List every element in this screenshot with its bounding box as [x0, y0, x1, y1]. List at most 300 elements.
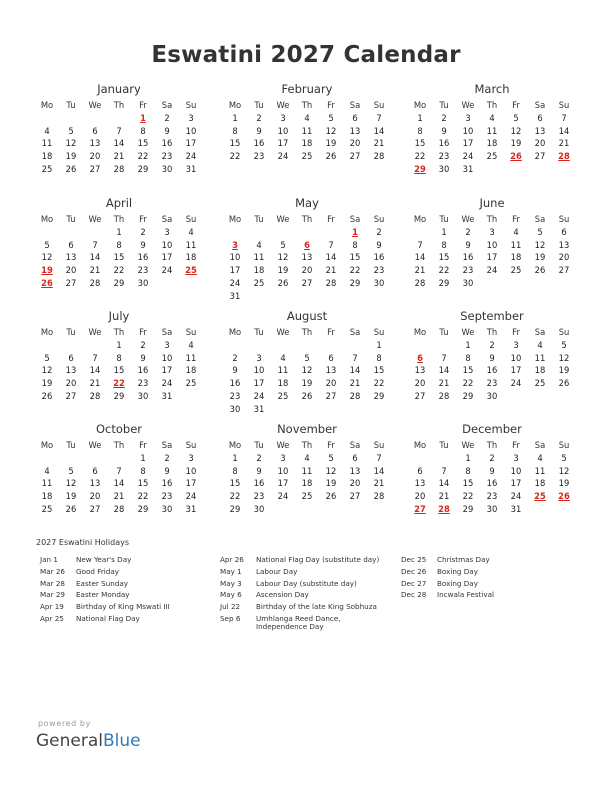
day: 31 [510, 503, 522, 514]
day: 3 [256, 352, 262, 363]
empty-day [35, 112, 59, 125]
day: 17 [277, 138, 289, 149]
day: 18 [185, 252, 197, 263]
day: 6 [352, 452, 358, 463]
holiday-day: 28 [438, 503, 450, 514]
day: 11 [486, 125, 498, 136]
day: 19 [325, 138, 337, 149]
day: 7 [441, 352, 447, 363]
day: 16 [137, 365, 149, 376]
day: 14 [414, 252, 426, 263]
day: 27 [301, 277, 313, 288]
weekday-header: Sa [349, 327, 361, 337]
day: 12 [325, 465, 337, 476]
month-name: October [95, 422, 143, 436]
day: 7 [441, 465, 447, 476]
day: 28 [349, 390, 361, 401]
day: 29 [462, 503, 474, 514]
day: 11 [534, 465, 546, 476]
weekday-header: Th [486, 100, 498, 110]
day: 27 [65, 390, 77, 401]
holiday-day: 22 [113, 378, 125, 389]
day: 28 [414, 277, 426, 288]
empty-day [35, 339, 59, 352]
day: 31 [229, 290, 241, 301]
weekday-header: Th [486, 214, 498, 224]
empty-day [83, 452, 107, 465]
day: 27 [65, 277, 77, 288]
day: 4 [304, 452, 310, 463]
month-name: April [105, 196, 133, 210]
day: 19 [534, 252, 546, 263]
day: 7 [116, 465, 122, 476]
day: 19 [41, 378, 53, 389]
day: 19 [65, 151, 77, 162]
day: 30 [137, 277, 149, 288]
empty-day [83, 226, 107, 239]
holiday-date: Apr 19 [40, 602, 64, 612]
day: 17 [462, 138, 474, 149]
holiday-date: Jul 22 [220, 602, 241, 612]
month-days-grid [223, 99, 391, 163]
day: 30 [229, 403, 241, 414]
day: 1 [116, 339, 122, 350]
month-days-grid [35, 439, 203, 516]
day: 15 [137, 478, 149, 489]
day: 29 [349, 277, 361, 288]
month-name: September [460, 309, 524, 323]
day: 31 [253, 403, 265, 414]
day: 16 [137, 252, 149, 263]
empty-day [35, 226, 59, 239]
month-april [35, 196, 203, 290]
day: 28 [89, 277, 101, 288]
day: 27 [89, 503, 101, 514]
weekday-header: Fr [139, 214, 147, 224]
holiday-date: Dec 26 [401, 566, 427, 576]
day: 13 [558, 239, 570, 250]
holiday-day: 26 [41, 277, 53, 288]
month-name: July [108, 309, 130, 323]
empty-day [59, 339, 83, 352]
month-february [223, 82, 391, 163]
day: 30 [438, 163, 450, 174]
day: 20 [558, 252, 570, 263]
empty-day [408, 339, 432, 352]
day: 29 [113, 277, 125, 288]
empty-day [408, 452, 432, 465]
day: 7 [376, 452, 382, 463]
holiday-column [40, 556, 190, 627]
day: 4 [256, 239, 262, 250]
day: 23 [486, 378, 498, 389]
day: 14 [438, 478, 450, 489]
day: 23 [438, 151, 450, 162]
month-july [35, 309, 203, 403]
day: 25 [185, 378, 197, 389]
empty-day [295, 226, 319, 239]
day: 30 [161, 503, 173, 514]
day: 12 [325, 125, 337, 136]
day: 21 [438, 378, 450, 389]
weekday-header: Fr [327, 214, 335, 224]
day: 29 [373, 390, 385, 401]
holiday-date: Dec 27 [401, 578, 427, 588]
weekday-header: Mo [40, 100, 54, 110]
day: 22 [438, 265, 450, 276]
holiday-name: New Year's Day [76, 555, 132, 564]
day: 22 [229, 491, 241, 502]
day: 12 [558, 465, 570, 476]
day: 22 [349, 265, 361, 276]
holiday-row [40, 568, 190, 576]
day: 6 [561, 226, 567, 237]
holiday-date: Dec 28 [401, 590, 427, 600]
day: 9 [164, 465, 170, 476]
weekday-header: Tu [254, 100, 264, 110]
day: 11 [185, 352, 197, 363]
day: 31 [185, 503, 197, 514]
day: 18 [253, 265, 265, 276]
weekday-header: Su [373, 100, 385, 110]
day: 31 [462, 163, 474, 174]
day: 3 [489, 226, 495, 237]
holiday-date: Mar 26 [40, 566, 65, 576]
day: 11 [301, 465, 313, 476]
weekday-header: Tu [439, 214, 449, 224]
holiday-day: 3 [232, 239, 238, 250]
day: 14 [373, 465, 385, 476]
day: 5 [561, 452, 567, 463]
day: 2 [232, 352, 238, 363]
holiday-day: 29 [414, 163, 426, 174]
day: 29 [137, 163, 149, 174]
day: 15 [438, 252, 450, 263]
empty-day [432, 339, 456, 352]
day: 8 [116, 239, 122, 250]
day: 25 [486, 151, 498, 162]
day: 10 [229, 252, 241, 263]
day: 26 [65, 163, 77, 174]
day: 25 [301, 151, 313, 162]
day: 20 [89, 491, 101, 502]
holiday-day: 1 [140, 112, 146, 123]
empty-day [271, 339, 295, 352]
holiday-date: Jan 1 [40, 555, 58, 564]
day: 21 [558, 138, 570, 149]
day: 17 [486, 252, 498, 263]
day: 21 [325, 265, 337, 276]
day: 3 [513, 339, 519, 350]
day: 10 [510, 352, 522, 363]
weekday-header: Th [301, 214, 313, 224]
day: 9 [140, 352, 146, 363]
day: 22 [462, 491, 474, 502]
day: 16 [373, 252, 385, 263]
weekday-header: Sa [349, 100, 361, 110]
holiday-row [40, 580, 190, 588]
day: 23 [137, 378, 149, 389]
day: 6 [68, 239, 74, 250]
day: 24 [185, 151, 197, 162]
weekday-header: We [461, 214, 475, 224]
day: 8 [465, 352, 471, 363]
day: 10 [161, 239, 173, 250]
day: 18 [185, 365, 197, 376]
day: 24 [277, 151, 289, 162]
weekday-header: Fr [139, 440, 147, 450]
day: 3 [164, 339, 170, 350]
day: 18 [534, 365, 546, 376]
weekday-header: Su [185, 327, 197, 337]
day: 16 [253, 478, 265, 489]
month-name: January [97, 82, 141, 96]
weekday-header: We [88, 100, 102, 110]
month-days-grid [223, 439, 391, 516]
day: 21 [89, 265, 101, 276]
day: 15 [113, 252, 125, 263]
holiday-day: 26 [558, 491, 570, 502]
empty-day [59, 452, 83, 465]
day: 6 [328, 352, 334, 363]
holiday-name: Easter Monday [76, 590, 130, 600]
weekday-header: Mo [413, 214, 427, 224]
day: 28 [89, 390, 101, 401]
day: 30 [373, 277, 385, 288]
day: 21 [349, 378, 361, 389]
day: 10 [185, 465, 197, 476]
holiday-name: Labour Day (substitute day) [256, 578, 357, 588]
day: 5 [561, 339, 567, 350]
day: 8 [417, 125, 423, 136]
holiday-name: Birthday of King Mswati III [76, 602, 170, 612]
day: 21 [373, 138, 385, 149]
month-march [408, 82, 576, 176]
day: 13 [414, 478, 426, 489]
empty-day [319, 339, 343, 352]
day: 12 [65, 138, 77, 149]
day: 12 [558, 352, 570, 363]
month-name: March [474, 82, 510, 96]
holiday-column [220, 556, 392, 635]
weekday-header: Th [301, 100, 313, 110]
weekday-header: Fr [512, 100, 520, 110]
day: 14 [113, 478, 125, 489]
month-days-grid [408, 326, 576, 403]
day: 26 [41, 390, 53, 401]
day: 27 [349, 151, 361, 162]
day: 11 [185, 239, 197, 250]
day: 25 [534, 378, 546, 389]
day: 5 [537, 226, 543, 237]
day: 20 [301, 265, 313, 276]
day: 18 [41, 491, 53, 502]
day: 19 [277, 265, 289, 276]
day: 4 [280, 352, 286, 363]
day: 8 [140, 125, 146, 136]
day: 12 [534, 239, 546, 250]
brand-general: General [36, 731, 103, 751]
day: 20 [65, 265, 77, 276]
weekday-header: Mo [40, 440, 54, 450]
day: 16 [161, 138, 173, 149]
day: 18 [301, 478, 313, 489]
weekday-header: Th [113, 100, 125, 110]
holiday-date: Mar 29 [40, 590, 65, 600]
day: 19 [510, 138, 522, 149]
holiday-name: National Flag Day [76, 613, 140, 623]
weekday-header: Fr [512, 327, 520, 337]
empty-day [247, 226, 271, 239]
day: 25 [41, 163, 53, 174]
month-december [408, 422, 576, 516]
day: 24 [161, 378, 173, 389]
day: 19 [558, 478, 570, 489]
holiday-name: Incwala Festival [437, 590, 494, 600]
holiday-name: Boxing Day [437, 566, 478, 576]
weekday-header: Mo [413, 440, 427, 450]
day: 8 [232, 465, 238, 476]
day: 21 [89, 378, 101, 389]
weekday-header: Sa [349, 440, 361, 450]
weekday-header: Sa [534, 327, 546, 337]
day: 23 [253, 491, 265, 502]
month-name: June [479, 196, 505, 210]
day: 30 [253, 503, 265, 514]
holidays-title: 2027 Eswatini Holidays [36, 538, 130, 547]
day: 3 [280, 112, 286, 123]
holiday-day: 26 [510, 151, 522, 162]
weekday-header: Mo [228, 440, 242, 450]
day: 12 [65, 478, 77, 489]
month-may [223, 196, 391, 303]
month-name: February [281, 82, 333, 96]
day: 2 [140, 339, 146, 350]
day: 7 [352, 352, 358, 363]
day: 16 [229, 378, 241, 389]
day: 6 [68, 352, 74, 363]
day: 28 [438, 390, 450, 401]
day: 10 [486, 239, 498, 250]
day: 15 [137, 138, 149, 149]
day: 18 [277, 378, 289, 389]
day: 1 [417, 112, 423, 123]
day: 27 [325, 390, 337, 401]
day: 28 [373, 151, 385, 162]
day: 14 [89, 365, 101, 376]
month-days-grid [408, 213, 576, 290]
day: 21 [113, 491, 125, 502]
day: 7 [417, 239, 423, 250]
day: 24 [510, 491, 522, 502]
weekday-header: Tu [66, 214, 76, 224]
day: 1 [116, 226, 122, 237]
day: 28 [113, 503, 125, 514]
day: 29 [462, 390, 474, 401]
day: 14 [438, 365, 450, 376]
day: 23 [373, 265, 385, 276]
day: 24 [185, 491, 197, 502]
day: 3 [465, 112, 471, 123]
day: 22 [137, 151, 149, 162]
day: 23 [462, 265, 474, 276]
weekday-header: Mo [40, 327, 54, 337]
day: 6 [92, 465, 98, 476]
holiday-name: Christmas Day [437, 555, 490, 564]
day: 13 [534, 125, 546, 136]
day: 7 [92, 239, 98, 250]
holiday-date: Mar 28 [40, 578, 65, 588]
day: 12 [510, 125, 522, 136]
day: 24 [277, 491, 289, 502]
weekday-header: Tu [439, 440, 449, 450]
day: 19 [325, 478, 337, 489]
day: 20 [414, 491, 426, 502]
weekday-header: Fr [512, 440, 520, 450]
day: 23 [161, 491, 173, 502]
brand-logo[interactable] [36, 731, 141, 751]
day: 1 [465, 452, 471, 463]
day: 25 [277, 390, 289, 401]
empty-day [295, 339, 319, 352]
holiday-day: 27 [414, 503, 426, 514]
day: 9 [376, 239, 382, 250]
day: 24 [253, 390, 265, 401]
day: 17 [510, 478, 522, 489]
empty-day [247, 339, 271, 352]
day: 17 [229, 265, 241, 276]
weekday-header: Fr [139, 327, 147, 337]
weekday-header: Sa [161, 440, 173, 450]
month-days-grid [223, 326, 391, 416]
day: 16 [253, 138, 265, 149]
weekday-header: Su [185, 214, 197, 224]
weekday-header: We [276, 440, 290, 450]
day: 30 [486, 503, 498, 514]
day: 9 [232, 365, 238, 376]
day: 13 [325, 365, 337, 376]
empty-day [107, 452, 131, 465]
day: 26 [325, 491, 337, 502]
holiday-name: Birthday of the late King Sobhuza [256, 602, 377, 612]
holiday-day: 6 [304, 239, 310, 250]
day: 9 [489, 352, 495, 363]
day: 13 [89, 478, 101, 489]
day: 19 [558, 365, 570, 376]
day: 2 [256, 112, 262, 123]
day: 5 [44, 239, 50, 250]
day: 4 [489, 112, 495, 123]
day: 26 [558, 378, 570, 389]
month-october [35, 422, 203, 516]
day: 9 [465, 239, 471, 250]
day: 22 [113, 265, 125, 276]
day: 20 [534, 138, 546, 149]
weekday-header: Sa [161, 214, 173, 224]
day: 9 [256, 465, 262, 476]
day: 3 [513, 452, 519, 463]
day: 1 [465, 339, 471, 350]
day: 10 [510, 465, 522, 476]
month-name: August [286, 309, 328, 323]
day: 21 [414, 265, 426, 276]
empty-day [223, 226, 247, 239]
day: 16 [462, 252, 474, 263]
day: 30 [161, 163, 173, 174]
weekday-header: Sa [161, 100, 173, 110]
day: 4 [304, 112, 310, 123]
day: 12 [277, 252, 289, 263]
